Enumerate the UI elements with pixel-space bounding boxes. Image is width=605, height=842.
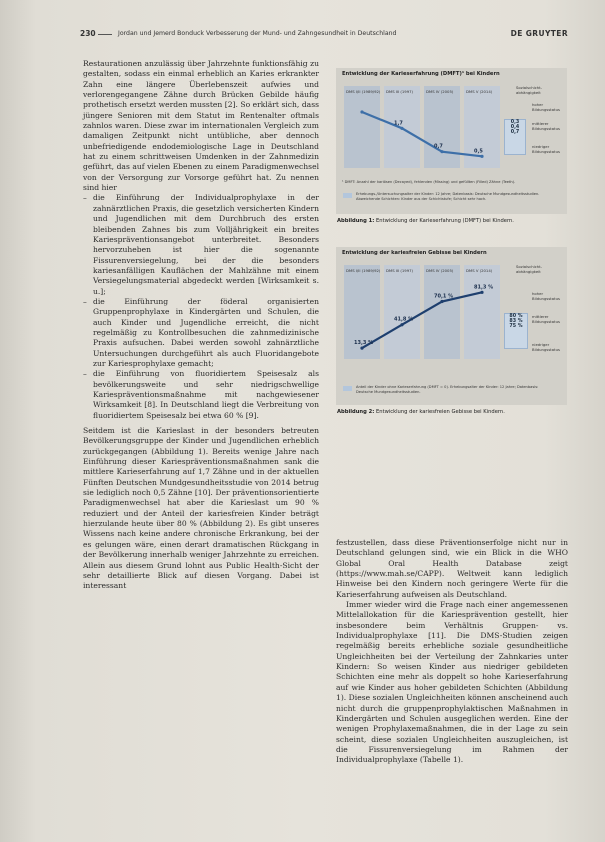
figure-1-caption [337,218,514,224]
data-point [360,110,363,113]
value-box [504,313,528,349]
box-value: 83 % [509,319,523,325]
legend-label: hoher Bildungsstatus [532,291,560,301]
value-box [504,119,526,155]
paragraph: festzustellen, dass diese Präventionserfolge nicht nur in Deutschland gelungen sind, wie ein Blick in die WHO Global Oral Health Database zeigt (https://www.mah.se/CAPP). Weltweit kann lediglich Hinweise bei den Kindern noch geringere Werte für die Karieserfahrung aufweisen als Deutschland. [336,538,568,599]
caption-text: Entwicklung der kariesfreien Gebisse bei Kindern. [375,409,505,415]
figure-description: Anteil der Kinder ohne Karieserfahrung (DMFT = 0). Erhebungsalter der Kinder: 12 Jahre; Datenbasis: Deutsche Mundgesundheitsstudien. [356,385,539,394]
legend-label: mittlerer Bildungsstatus [532,314,560,324]
category-column [384,265,420,359]
figure-legend [516,86,564,95]
box-value: 75 % [509,324,523,330]
figure-title: Entwicklung der Karieserfahrung (DMFT)¹ bei Kindern [342,71,500,77]
category-column [464,265,500,359]
legend-label: Sozialschicht-abhängigkeit [516,264,543,274]
category-label: DMS IV (2005) [426,89,454,94]
legend-label: Sozialschicht-abhängigkeit [516,85,543,95]
legend-swatch [343,193,352,198]
caption-text: Entwicklung der Karieserfahrung (DMFT) bei Kindern. [375,218,514,224]
figure-2 [336,247,567,405]
legend-label: mittlerer Bildungsstatus [532,121,560,131]
data-point [440,150,443,153]
paragraph: Restaurationen anzulässig über Jahrzehnte funktionsfähig zu gestalten, sodass ein einmal erheblich an Karies erkrankter Zahn eine längere Überlebenszeit aufwies und verlorengegangene Zähne durch Brücken Gebilde häufig prothetisch ersetzt werden mussten [2]. So erklärt sich, dass jüngere Senioren mit dem Statut im Rentenalter oftmals zahnlos waren. Diese zwar im internationalen Vergleich zum damaligen Zeitpunkt nicht untübliche, aber dennoch unbefriedigende endodemiologische Lage in Deutschland hat zu einem schrittweisen Umdenken in der Zahnmedizin geführt, das auf vielen Ebenen zu einem Paradigmenwechsel von der Versorgung zur Vorsorge geführt hat. Zu nennen sind hier [83,59,319,193]
data-label: 0,5 [474,148,483,155]
running-title: Jordan und Jemerd Bonduck Verbesserung der Mund- und Zahngesundheit in Deutschland [118,30,397,37]
data-label: 70,1 % [434,293,454,300]
data-point [360,346,363,349]
legend-swatch [343,386,352,391]
figure-title: Entwicklung der kariesfreien Gebisse bei Kindern [342,250,487,256]
box-value: 0,3 [510,120,520,125]
box-value: 80 % [509,314,523,319]
data-label: 13,3 % [354,340,374,347]
paragraph: Immer wieder wird die Frage nach einer angemessenen Mittelallokation für die Kariesprävention gestellt, hier insbesondere beim Verhältnis Gruppen- vs. Individualprophylaxe [11]. Die DMS-Studien zeigen regelmäßig bereits erhebliche soziale gesundheitliche Ungleichheiten bei der Verteilung der Zahnkaries unter Kindern: So weisen Kinder aus niedriger gebildeten Schichten eine mehr als doppelt so hohe Karieserfahrung auf wie Kinder aus hoher gebildeten Schichten (Abbildung 1). Diese sozialen Ungleichheiten können anscheinend auch nicht durch die gruppenprophylaktischen Maßnahmen in Kindergärten und Schulen ausgeglichen werden. Eine der wenigen Prophylaxemaßnahmen, die in der Lage zu sein scheint, diese sozialen Ungleichheiten auszugleichen, ist die Fissurenversiegelung im Rahmen der Individualprophylaxe (Tabelle 1). [336,600,568,765]
category-label: DMS IV (2005) [426,268,454,273]
right-text-column [336,538,568,766]
box-value: 0,7 [510,130,520,136]
category-label: DMS V (2014) [466,268,493,273]
legend-label: niedriger Bildungsstatus [532,144,560,154]
legend-label: niedriger Bildungsstatus [532,342,560,352]
figure-description: Erhebungs-/Untersuchungsalter der Kinder: 12 Jahre; Datenbasis: Deutsche Mundgesundheitsstudien. Abweichende Schichten: Kinder aus der Schichtstufe; Schicht sehr hoch. [356,192,540,201]
data-label: 1,7 [394,120,403,127]
data-label: 81,3 % [474,284,494,291]
figure-footnote: ¹ DMFT: Anzahl der kariösen (Decayed), fehlenden (Missing) und gefüllten (Filled) Zähne (Teeth). [342,180,516,184]
list-item: – die Einführung von fluoridiertem Speisesalz als bevölkerungsweite und sehr niedrigschwellige Kariespräventionsmaßnahme mit nachgewiesener Wirksamkeit [8]. In Deutschland liegt die Verbreitung von fluoridiertem Speisesalz bei etwa 60 % [9]. [93,369,319,421]
category-label: DMS I/II (1989/92) [346,89,381,94]
data-point [480,155,483,158]
data-label: 0,7 [434,143,443,150]
category-label: DMS III (1997) [386,89,414,94]
data-point [400,127,403,130]
data-label: 41,8 % [394,316,414,323]
category-column [424,86,460,168]
publisher-logo: DE GRUYTER [510,29,568,38]
data-point [480,291,483,294]
data-point [400,323,403,326]
left-text-column [83,59,319,592]
figure-2-caption [337,409,505,415]
paragraph: Seitdem ist die Karieslast in der besonders betreuten Bevölkerungsgruppe der Kinder und Jugendlichen erheblich zurückgegangen (Abbildung 1). Bereits wenige Jahre nach Einführung dieser Kariespräventionsmaßnahmen sank die mittlere Karieserfahrung auf 1,7 Zähne und in der aktuellen Fünften Deutschen Mundgesundheitsstudie von 2014 betrug sie lediglich noch 0,5 Zähne [10]. Der präventionsorientierte Paradigmenwechsel hat aber die Karieslast um 90 % reduziert und der Anteil der kariesfreien Kinder beträgt hierzulande heute über 80 % (Abbildung 2). Es gibt unseres Wissens nach keine andere chronische Erkrankung, bei der es gelungen wäre, einen derart dramatischen Rückgang in der Bevölkerung innerhalb weniger Jahrzehnte zu erreichen. Allein aus diesem Grund lohnt aus Public Health-Sicht der sehr detaillierte Blick auf diesen Vorgang. Dabei ist interessant [83,426,319,591]
box-value: 0,4 [510,125,520,131]
page-number: 230 [80,29,96,38]
category-column [424,265,460,359]
list-item: – die Einführung der föderal organisierten Gruppenprophylaxe in Kindergärten und Schulen, die auch Kinder und Jugendliche erreicht, die nicht regelmäßig zu Kontrollbesuchen die zahnmedizinische Praxis aufsuchen. Dabei werden sowohl zahnärztliche Untersuchungen durchgeführt als auch Fluoridangebote zur Kariesprophylaxe gemacht; [93,297,319,369]
bullet-list [83,193,319,421]
data-point [440,300,443,303]
category-label: DMS III (1997) [386,268,414,273]
legend-label: hoher Bildungsstatus [532,102,560,112]
header-divider [98,34,112,35]
category-label: DMS I/II (1989/92) [346,268,381,273]
running-header [80,29,568,41]
list-item: – die Einführung der Individualprophylaxe in der zahnärztlichen Praxis, die gesetzlich versicherten Kindern und Jugendlichen mit dem Durchbruch des ersten bleibenden Zahnes bis zum Volljährigkeit ein breites Kariespräventionsangebot unterbreitet. Besonders hervorzuheben ist hier die sogenannte Fissurenversiegelung, bei der die besonders kariesanfälligen Kauflächen der Mahlzähne mit einem Versiegelungsmaterial abgedeckt werden [Wirksamkeit s. u.]; [93,193,319,296]
figure-1 [336,68,567,214]
caption-label: Abbildung 2: [337,409,375,415]
caption-label: Abbildung 1: [337,218,375,224]
category-column [344,86,380,168]
category-label: DMS V (2014) [466,89,493,94]
